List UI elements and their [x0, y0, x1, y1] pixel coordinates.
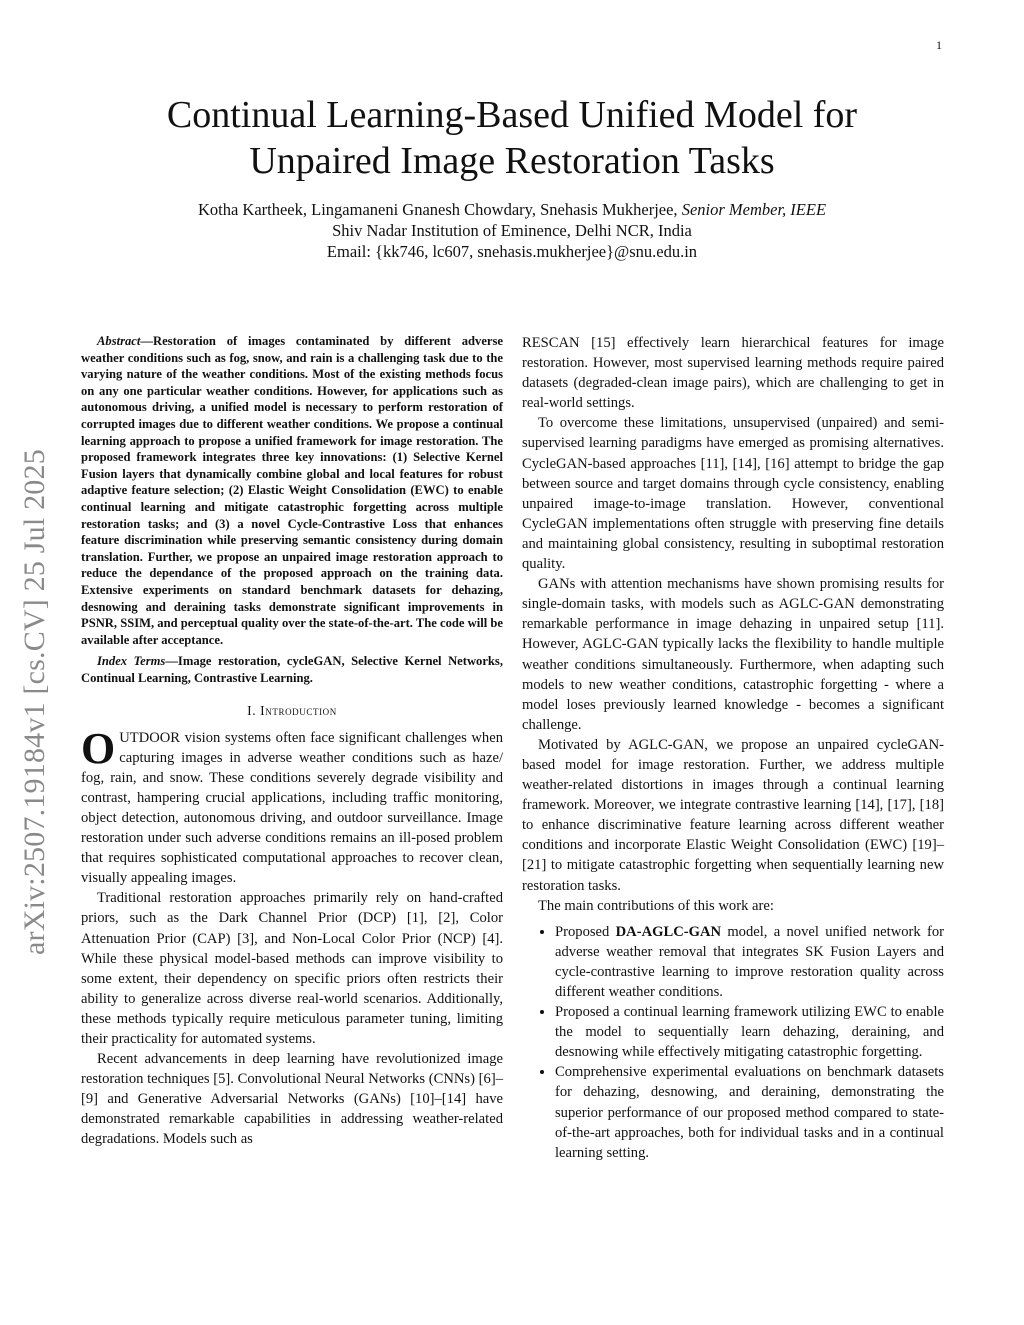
index-terms-label: Index Terms [97, 654, 166, 669]
right-column [522, 333, 944, 1163]
author-names-line [100, 199, 924, 220]
affiliation: Shiv Nadar Institution of Eminence, Delhi NCR, India [332, 221, 692, 240]
title-line-1: Continual Learning-Based Unified Model for [166, 94, 858, 136]
abstract-text: —Restoration of images contaminated by different adverse weather conditions such as fog, snow, and rain is a challenging task due to the varying nature of the weather conditions. Most of the existing methods focus on any one particular weather conditions. However, for applications such as autonomous driving, a unified model is necessary to perform restoration of corrupted images due to different weather conditions. We propose a continual learning approach to propose a unified framework for image restoration. The proposed framework integrates three key innovations: (1) Selective Kernel Fusion layers that dynamically combine global and local features for robust adaptive feature selection; (2) Elastic Weight Consolidation (EWC) to enable continual learning and mitigate catastrophic forgetting across multiple restoration tasks; and (3) a novel Cycle-Contrastive Loss that enhances feature discrimination while preserving semantic consistency during domain translation. Further, we propose an unpaired image restoration approach to reduce the dependance of the proposed approach on the training data. Extensive experiments on standard benchmark datasets for dehazing, desnowing and deraining tasks demonstrate significant improvements in PSNR, SSIM, and perceptual quality over the state-of-the-art. The code will be available after acceptance. [81, 334, 503, 647]
index-terms [81, 653, 503, 686]
left-column [81, 333, 503, 1150]
section-heading-introduction: I. Introduction [247, 703, 337, 719]
page-number: 1 [936, 38, 942, 52]
right-paragraph-3: GANs with attention mechanisms have shown promising results for single-domain tasks, with models such as AGLC-GAN demonstrating remarkable performance in image dehazing in unpaired setup [11]. However, AGLC-GAN typically lacks the flexibility to handle multiple weather conditions simultaneously. Furthermore, when adapting such models to new weather conditions, catastrophic forgetting - where a model loses previously learned knowledge - becomes a significant challenge. [522, 576, 944, 733]
author-names: Kotha Kartheek, Lingamaneni Gnanesh Chowdary, Snehasis Mukherjee, [197, 200, 678, 219]
author-role: Senior Member, IEEE [681, 200, 827, 219]
intro-paragraph-1-text: UTDOOR vision systems often face significant challenges when capturing images in adverse weather conditions such as haze/ fog, rain, and snow. These conditions severely degrade visibility and contrast, hampering crucial applications, including traffic monitoring, object detection, autonomous driving, and outdoor surveillance. Image restoration under such adverse conditions remains an ill-posed problem that requires sophisticated computational approaches to recover clean, visually appealing images. [81, 729, 503, 887]
author-block [100, 199, 924, 262]
abstract-label: Abstract [97, 334, 141, 348]
paper-title [100, 92, 924, 184]
arxiv-identifier: arXiv:2507.19184v1 [cs.CV] 25 Jul 2025 [18, 449, 51, 955]
contrib-1-post: model, a novel unified network for adverse weather removal that integrates SK Fusion Layers and cycle-contrastive learning to improve restoration quality across different weather conditions. [555, 923, 944, 1000]
contributions-list [522, 922, 944, 1163]
drop-cap: O [81, 723, 116, 773]
abstract [81, 333, 503, 648]
right-paragraph-1: RESCAN [15] effectively learn hierarchical features for image restoration. However, most supervised learning methods require paired datasets (degraded-clean image pairs), which are challenging to get in real-world settings. [522, 335, 944, 412]
list-item: • Comprehensive experimental evaluations on benchmark datasets for dehazing, desnowing, and deraining, demonstrating the superior performance of our proposed method compared to state-of-the-art approaches, both for individual tasks and in a continual learning setting. [555, 1062, 944, 1162]
intro-paragraph-3: Recent advancements in deep learning have revolutionized image restoration techniques [5]. Convolutional Neural Networks (CNNs) [6]–[9] and Generative Adversarial Networks (GANs) [10]–[14] have demonstrated remarkable capabilities in addressing weather-related degradations. Models such as [81, 1051, 503, 1148]
index-terms-text: —Image restoration, cycleGAN, Selective Kernel Networks, Continual Learning, Contrastive Learning. [81, 654, 503, 685]
intro-paragraph-1 [81, 723, 503, 889]
contributions-intro: The main contributions of this work are: [538, 897, 774, 914]
title-line-2: Unpaired Image Restoration Tasks [249, 140, 775, 182]
right-paragraph-4: Motivated by AGLC-GAN, we propose an unpaired cycleGAN-based model for image restoration. Further, we address multiple weather-related distortions in images through a continual learning framework. Moreover, we integrate contrastive learning [14], [17], [18] to enhance discriminative feature learning across different weather conditions and incorporate Elastic Weight Consolidation (EWC) [19]–[21] to mitigate catastrophic forgetting when sequentially learning new restoration tasks. [522, 736, 944, 894]
intro-paragraph-2: Traditional restoration approaches primarily rely on hand-crafted priors, such as the Dark Channel Prior (DCP) [1], [2], Color Attenuation Prior (CAP) [3], and Non-Local Color Prior (NCP) [4]. While these physical model-based methods can improve visibility to some extent, their dependency on specific priors often restricts their ability to generalize across diverse real-world scenarios. Additionally, these methods typically require meticulous parameter tuning, limiting their practicality for automated systems. [81, 890, 503, 1047]
model-name: DA-AGLC-GAN [615, 923, 722, 940]
email: Email: {kk746, lc607, snehasis.mukherjee}@snu.edu.in [326, 242, 698, 261]
list-item [555, 922, 944, 1002]
contrib-1-pre: Proposed [555, 923, 616, 940]
right-paragraph-2: To overcome these limitations, unsupervised (unpaired) and semi-supervised learning paradigms have emerged as promising alternatives. CycleGAN-based approaches [11], [14], [16] attempt to bridge the gap between source and target domains through cycle consistency, enabling unpaired image-to-image translation. However, conventional CycleGAN implementations often struggle with preserving fine details and maintaining global consistency, resulting in suboptimal restoration quality. [522, 415, 944, 573]
list-item: • Proposed a continual learning framework utilizing EWC to enable the model to sequentially learn dehazing, deraining, and desnowing while effectively mitigating catastrophic forgetting. [555, 1002, 944, 1062]
